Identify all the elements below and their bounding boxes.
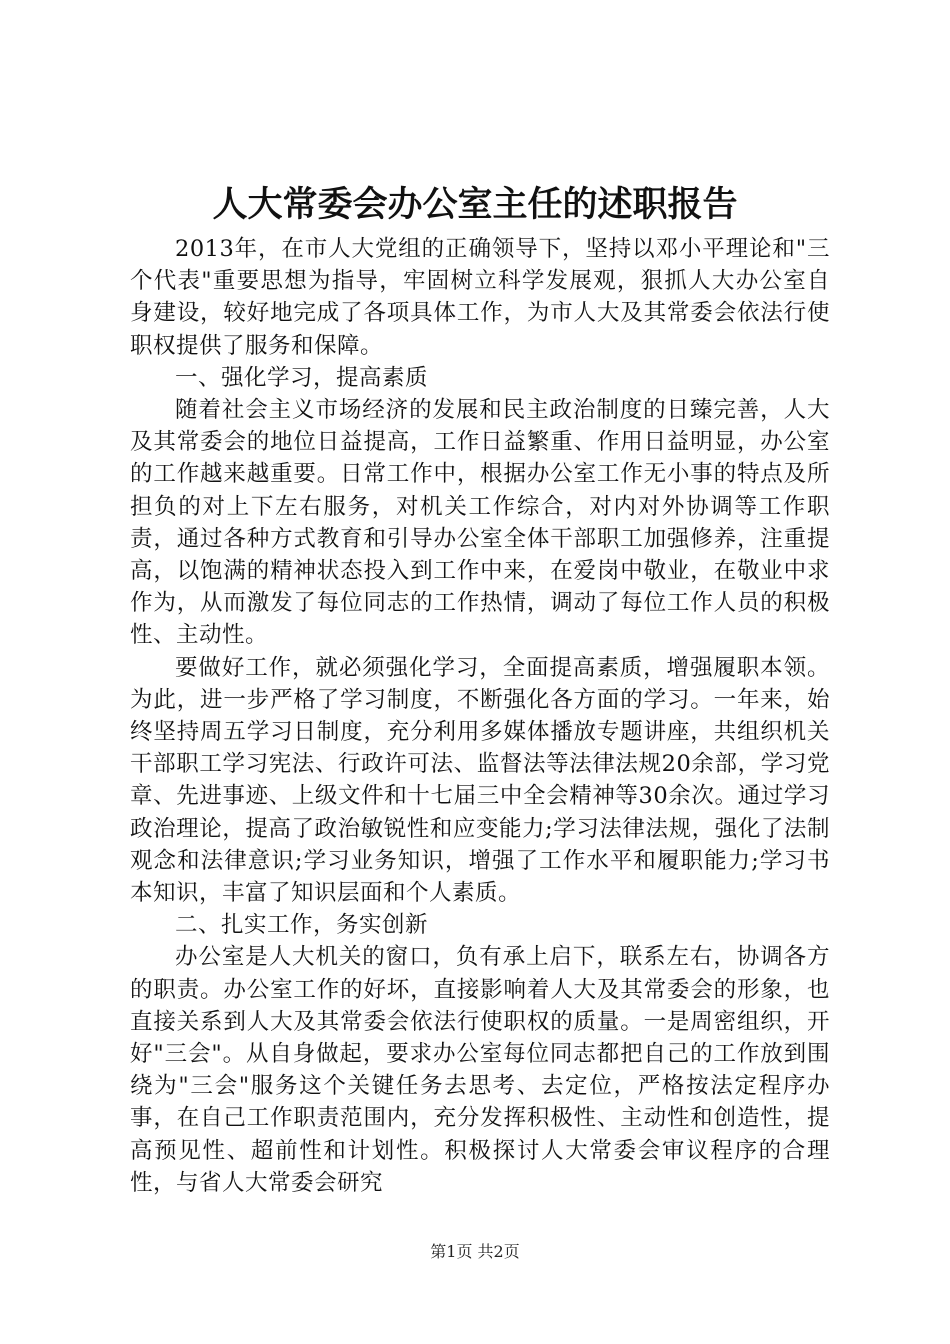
document-title: 人大常委会办公室主任的述职报告 — [212, 185, 738, 225]
paragraph-section2-a: 办公室是人大机关的窗口，负有承上启下，联系左右，协调各方的职责。办公室工作的好坏，直接影响着人大及其常委会的形象，也直接关系到人大及其常委会依法行使职权的质量。一是周密组织，开好"三会"。从自身做起，要求办公室每位同志都把自己的工作放到围绕为"三会"服务这个关键任务去思考、去定位，严格按法定程序办事，在自己工作职责范围内，充分发挥积极性、主动性和创造性，提高预见性、超前性和计划性。积极探讨人大常委会审议程序的合理性，与省人大常委会研究 — [130, 944, 830, 1196]
section-heading-2: 二、扎实工作，务实创新 — [175, 912, 429, 939]
document-body — [130, 233, 830, 1199]
page-footer: 第1页 共2页 — [430, 1242, 520, 1261]
section-heading-1: 一、强化学习，提高素质 — [175, 364, 429, 391]
paragraph-section1-b: 要做好工作，就必须强化学习，全面提高素质，增强履职本领。为此，进一步严格了学习制度，不断强化各方面的学习。一年来，始终坚持周五学习日制度，充分利用多媒体播放专题讲座，共组织机关干部职工学习宪法、行政许可法、监督法等法律法规20余部，学习党章、先进事迹、上级文件和十七届三中全会精神等30余次。通过学习政治理论，提高了政治敏锐性和应变能力;学习法律法规，强化了法制观念和法律意识;学习业务知识，增强了工作水平和履职能力;学习书本知识，丰富了知识层面和个人素质。 — [130, 654, 830, 907]
paragraph-section1-a: 随着社会主义市场经济的发展和民主政治制度的日臻完善，人大及其常委会的地位日益提高，工作日益繁重、作用日益明显，办公室的工作越来越重要。日常工作中，根据办公室工作无小事的特点及所担负的对上下左右服务，对机关工作综合，对内对外协调等工作职责，通过各种方式教育和引导办公室全体干部职工加强修养，注重提高，以饱满的精神状态投入到工作中来，在爱岗中敬业，在敬业中求作为，从而激发了每位同志的工作热情，调动了每位工作人员的积极性、主动性。 — [130, 397, 830, 649]
paragraph-intro: 2013年，在市人大党组的正确领导下，坚持以邓小平理论和"三个代表"重要思想为指导，牢固树立科学发展观，狠抓人大办公室自身建设，较好地完成了各项具体工作，为市人大及其常委会依法行使职权提供了服务和保障。 — [130, 236, 830, 359]
